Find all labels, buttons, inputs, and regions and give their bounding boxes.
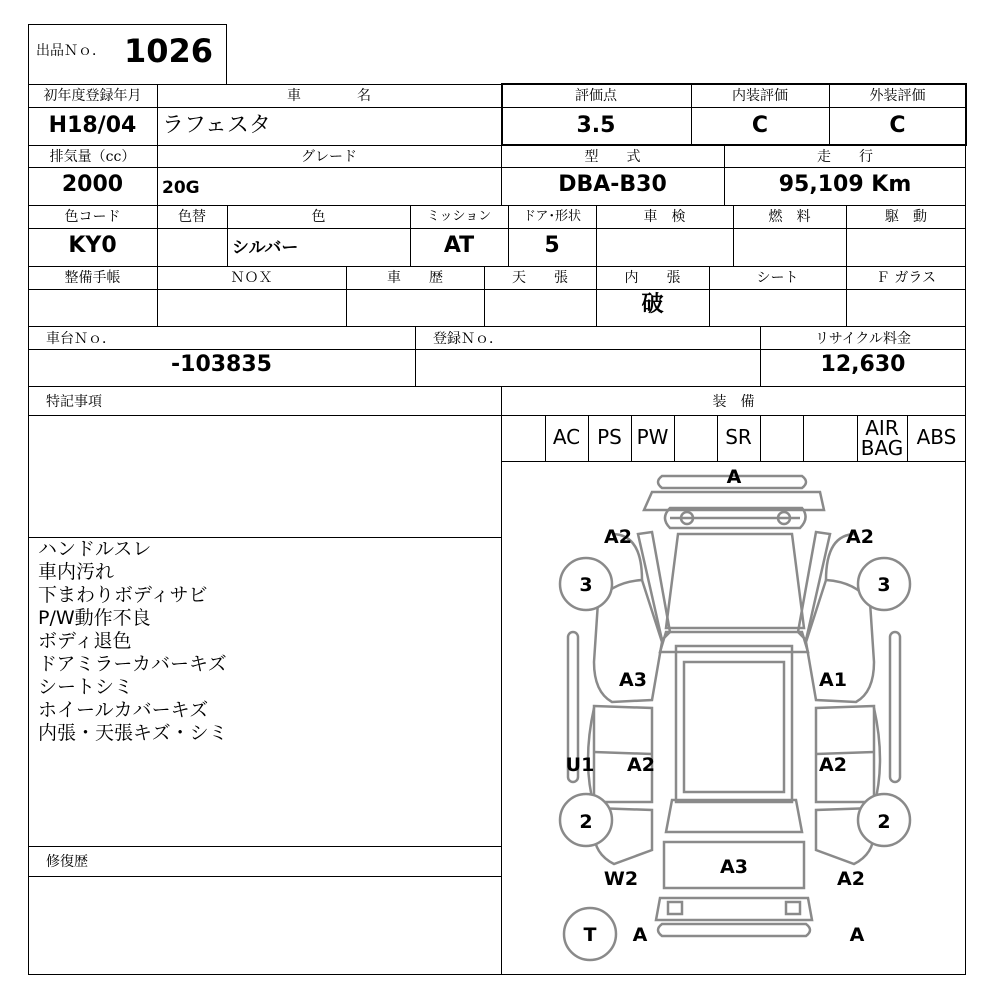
equipment-abs: ABS	[916, 425, 957, 449]
chassis-value: -103835	[171, 352, 272, 377]
service-book-label: 整備手帳	[64, 270, 121, 286]
note-item: ドアミラーカバーキズ	[38, 653, 227, 675]
mark-rear-right-quarter: A2	[837, 868, 865, 890]
mark-rear-bumper-right: A	[849, 924, 865, 946]
drive-label: 駆 動	[885, 209, 927, 225]
equipment-ac: AC	[552, 425, 581, 449]
color-value: シルバー	[232, 238, 299, 258]
displacement-value: 2000	[61, 172, 124, 197]
mark-rear-right-tire: 2	[877, 811, 891, 833]
chassis-label: 車台Ｎｏ．	[46, 331, 116, 347]
score-label: 評価点	[575, 88, 617, 104]
mileage-value: 95,109 Km	[778, 172, 912, 197]
interior-value: C	[751, 113, 769, 138]
first-reg-value: H18/04	[48, 113, 137, 138]
transmission-value: AT	[443, 233, 475, 258]
lot-number: 1026	[124, 32, 214, 70]
equipment-label: 装 備	[712, 394, 755, 410]
mark-rear-left-door: A2	[627, 754, 655, 776]
headliner-label: 天 張	[512, 270, 568, 286]
grade-value: 20G	[162, 178, 200, 198]
mark-front-left-tire: 3	[579, 574, 593, 596]
fuel-label: 燃 料	[768, 209, 811, 225]
history-label: 車 歴	[387, 270, 443, 286]
color-label: 色	[311, 209, 326, 225]
car-name-value: ラフェスタ	[162, 113, 271, 138]
note-item: ホイールカバーキズ	[38, 699, 209, 721]
mark-front-left-fender: A2	[604, 526, 632, 548]
note-item: 下まわりボディサビ	[38, 584, 208, 606]
car-diagram	[502, 462, 966, 974]
mark-front-bumper: A	[726, 466, 742, 488]
displacement-label: 排気量（cc）	[49, 149, 136, 165]
mark-rear-right-door: A2	[819, 754, 847, 776]
mark-front-right-fender: A2	[846, 526, 874, 548]
door-label: ドア･形状	[522, 209, 582, 224]
interior-trim-label: 内 張	[624, 270, 681, 286]
note-item: 内張・天張キズ・シミ	[38, 722, 228, 744]
f-glass-label: Ｆ ガラス	[875, 270, 937, 286]
mark-rear-bumper-left: A	[632, 924, 648, 946]
transmission-label: ミッション	[426, 209, 492, 224]
registration-label: 登録Ｎｏ．	[433, 331, 503, 347]
grade-label: グレード	[301, 149, 357, 165]
first-reg-label: 初年度登録年月	[43, 88, 142, 104]
equipment-airbag: AIR BAG	[860, 416, 904, 460]
note-item: シートシミ	[38, 676, 134, 698]
interior-label: 内装評価	[732, 88, 788, 104]
mark-rear-left-quarter: W2	[603, 868, 639, 890]
note-item: 車内汚れ	[38, 561, 115, 583]
car-name-label: 車 名	[287, 88, 371, 104]
exterior-value: C	[889, 113, 906, 138]
note-item: ハンドルスレ	[38, 538, 152, 560]
note-item: ボディ退色	[38, 630, 132, 652]
recycle-value: 12,630	[820, 352, 906, 377]
seat-label: シート	[756, 270, 799, 286]
model-value: DBA-B30	[558, 172, 667, 197]
equipment-ps: PS	[597, 425, 622, 449]
mark-back-door: A3	[720, 856, 748, 878]
exterior-label: 外装評価	[869, 88, 926, 104]
note-item: P/W動作不良	[38, 607, 151, 629]
recycle-label: リサイクル料金	[814, 331, 912, 347]
door-value: 5	[544, 233, 560, 258]
mark-left-sill: U1	[565, 754, 595, 776]
mileage-label: 走 行	[817, 149, 873, 165]
notes-label: 特記事項	[46, 394, 102, 410]
repaint-label: 色替	[178, 209, 206, 225]
notes-list	[38, 538, 493, 745]
equipment-sr: SR	[725, 425, 752, 449]
mark-spare-tire: T	[583, 924, 597, 946]
mark-rear-left-tire: 2	[579, 811, 593, 833]
inspection-label: 車 検	[643, 209, 686, 225]
interior-trim-value: 破	[641, 292, 664, 317]
lot-label: 出品Ｎｏ．	[36, 43, 106, 59]
equipment-pw: PW	[636, 425, 669, 449]
mark-front-left-door: A3	[619, 669, 647, 691]
repair-history-label: 修復歴	[46, 854, 88, 870]
color-code-value: KY0	[68, 233, 117, 258]
color-code-label: 色コード	[64, 209, 121, 225]
nox-label: ＮＯＸ	[230, 270, 273, 286]
model-label: 型 式	[584, 149, 641, 165]
mark-front-right-tire: 3	[877, 574, 891, 596]
score-value: 3.5	[576, 113, 616, 138]
mark-front-right-door: A1	[819, 669, 847, 691]
